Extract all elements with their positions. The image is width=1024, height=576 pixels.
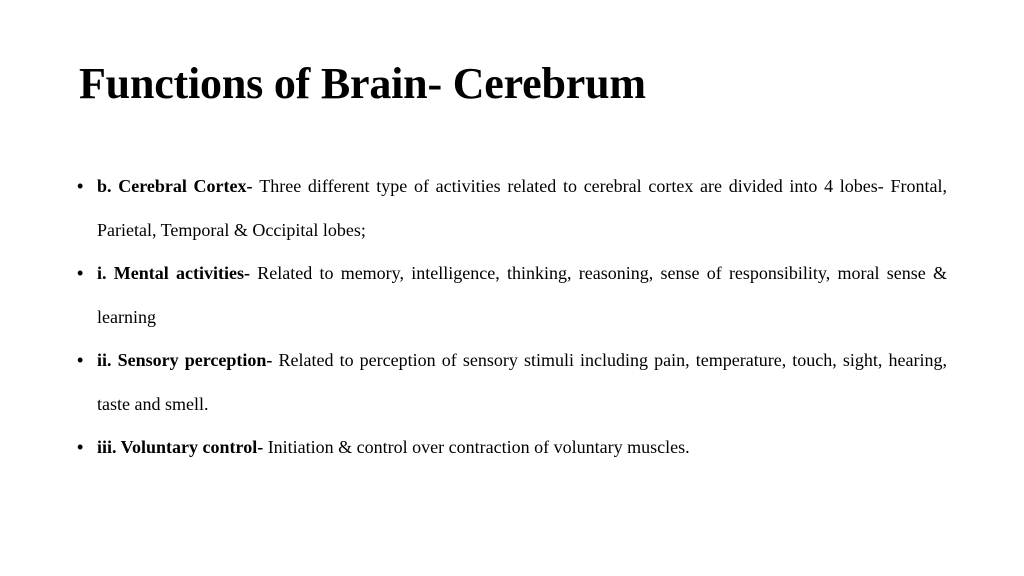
bullet-text: Initiation & control over contraction of voluntary muscles. [267,437,690,457]
bullet-item-mental-activities [77,252,947,339]
bullet-term: i. Mental activities- [97,263,258,283]
bullet-term: ii. Sensory perception- [97,350,279,370]
bullet-text: Related to perception of sensory stimuli including pain, temperature, touch, sight, hearing, taste and smell. [97,350,947,414]
slide-title: Functions of Brain- Cerebrum [79,59,646,108]
bullet-text: Three different type of activities related to cerebral cortex are divided into 4 lobes- Frontal, Parietal, Temporal & Occipital lobes; [97,176,947,240]
bullet-dot-icon: • [77,176,84,196]
bullet-term: b. Cerebral Cortex- [97,176,260,196]
bullet-item-cerebral-cortex [77,165,947,252]
bullet-term: iii. Voluntary control- [97,437,268,457]
bullet-item-voluntary-control [77,426,947,470]
bullet-dot-icon: • [77,437,84,457]
bullet-item-sensory-perception [77,339,947,426]
bullet-text: Related to memory, intelligence, thinking, reasoning, sense of responsibility, moral sense & learning [97,263,947,327]
bullet-dot-icon: • [77,350,84,370]
bullet-dot-icon: • [77,263,84,283]
bullet-list [77,165,947,470]
